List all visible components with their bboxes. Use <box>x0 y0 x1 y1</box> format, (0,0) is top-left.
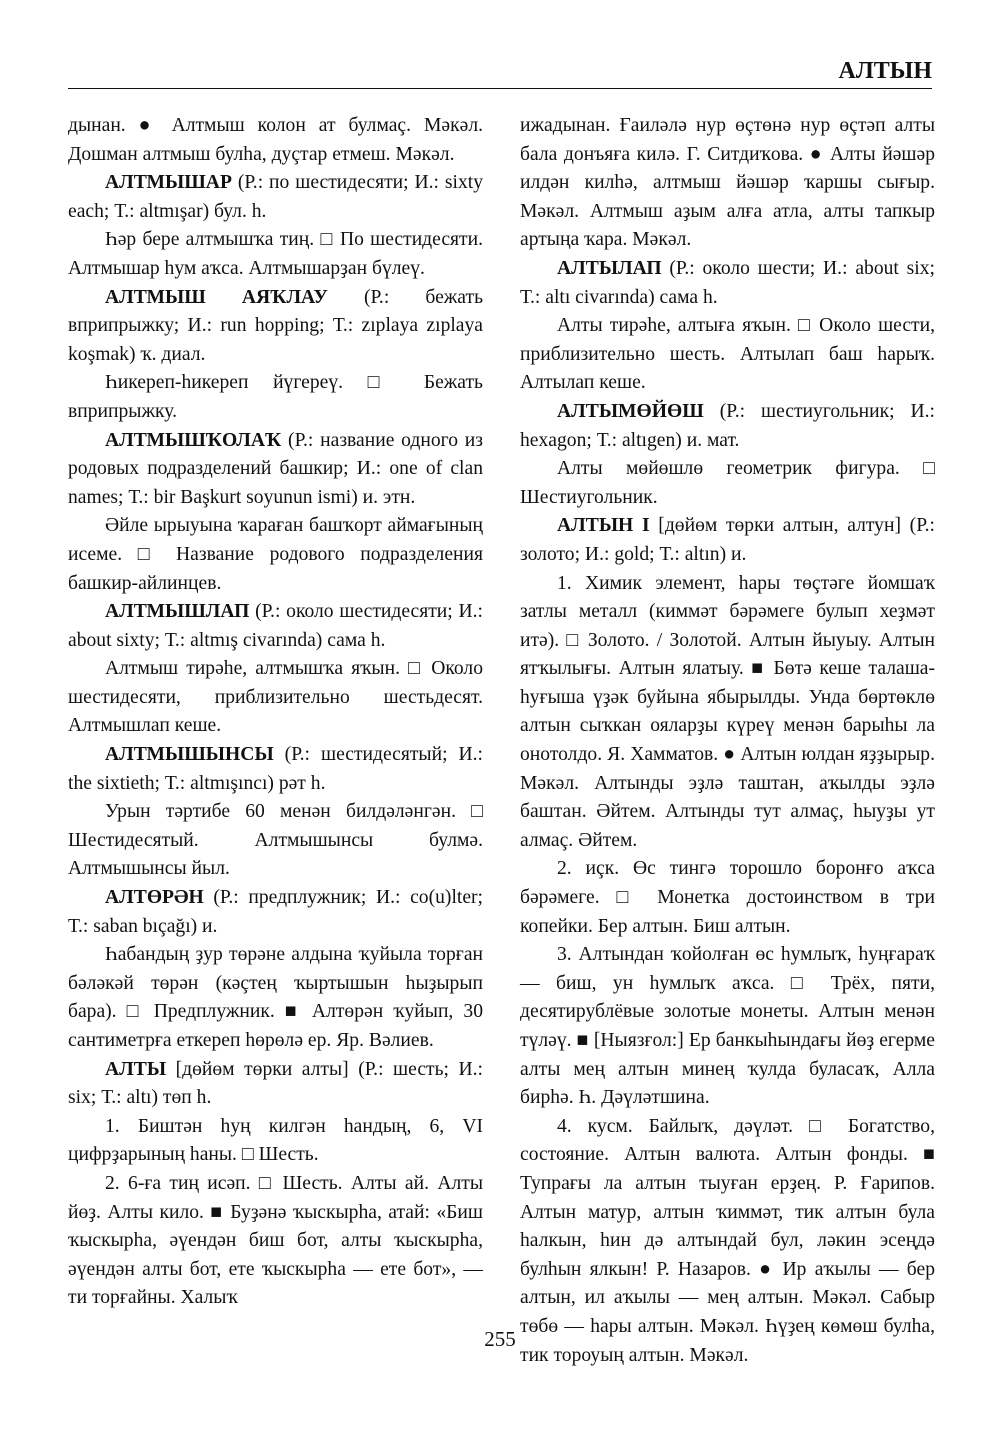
entry-headword: АЛТЫЛАП (Р.: около шести; И.: about six; Т.: altı civarında) сама һ. <box>520 257 935 308</box>
entry-headword: АЛТМЫШ АЯҠЛАУ (Р.: бежать вприпрыжку; И.: run hopping; Т.: zıplaya zıplaya koşmak) ҡ. диал. <box>68 286 483 365</box>
entry-sense: 1. Биштән һуң килгән һандың, 6, VI цифрҙарының һаны. □ Шесть. <box>68 1115 483 1166</box>
entry-sense: 2. иçк. Өс тингә торошло боронғо аҡса бәрәмеге. □ Монетка достоинством в три копейки. Бер алтын. Биш алтын. <box>520 858 935 937</box>
entry-headword: АЛТЫН I [дөйөм төрки алтын, алтун] (Р.: золото; И.: gold; Т.: altın) и. <box>520 515 935 565</box>
left-column <box>68 112 483 1313</box>
entry-text: Һабандың ҙур төрәне алдына ҡуйыла торған бәләкәй төрән (кәçтең ҡыртышын һыҙырып бара). □ Предплужник. ■ Алтөрән ҡуйып, 30 сантиметрға еткереп һөрөлә ер. Яр. Вәлиев. <box>68 944 483 1051</box>
entry-text: Алтмыш тирәһе, алтмышҡа яҡын. □ Около шестидесяти, приблизительно шестьдесят. Алтмышлап кеше. <box>68 658 483 737</box>
header-rule <box>68 88 932 89</box>
right-column <box>520 112 935 1370</box>
entry-sense: 2. 6-ға тиң исәп. □ Шесть. Алты ай. Алты йөҙ. Алты кило. ■ Буҙәнә ҡыскырһа, атай: «Биш ҡыскырһа, әүендән биш бот, алты ҡыскырһа, әүендән алты бот, ете ҡыскырһа — ете бот», — ти торғайны. Халыҡ <box>68 1172 483 1309</box>
entry-text: Әйле ырыуына ҡараған башҡорт аймағының исеме. □ Название родового подразделения башкир-айлинцев. <box>68 515 483 594</box>
entry-text: Урын тәртибе 60 менән билдәләнгән. □ Шестидесятый. Алтмышынсы булмә. Алтмышынсы йыл. <box>68 801 483 880</box>
running-head: АЛТЫН <box>838 58 932 84</box>
entry-headword: АЛТЫМӨЙӨШ (Р.: шестиугольник; И.: hexagon; Т.: altıgen) и. мат. <box>520 400 935 451</box>
entry-sense: 4. кусм. Байлыҡ, дәүләт. □ Богатство, состояние. Алтын валюта. Алтын фонды. ■ Тупрағы ла алтын тыуған ерҙең. Р. Ғарипов. Алтын матур, алтын ҡиммәт, тик алтын була һалкын, һин дә алтындай бул, ләкин эсеңдә булһын ялкын! Р. Назаров. ● Ир аҡылы — бер алтын, ил аҡылы — мең алтын. Мәкәл. Сабыр төбө — һары алтын. Мәкәл. Һүҙең көмөш булһа, тик тороуың алтын. Мәкәл. <box>520 1115 935 1366</box>
entry-headword: АЛТӨРӘН (Р.: предплужник; И.: co(u)lter; Т.: saban bıçağı) и. <box>68 887 483 937</box>
entry-text: Һәр бере алтмышҡа тиң. □ По шестидесяти. Алтмышар һум аҡса. Алтмышарҙан бүлеү. <box>68 229 483 279</box>
entry-text: Алты мөйөшлө геометрик фигура. □ Шестиугольник. <box>520 458 935 508</box>
entry-headword: АЛТМЫШЛАП (Р.: около шестидесяти; И.: about sixty; Т.: altmış civarında) сама һ. <box>68 601 483 651</box>
entry-sense: 3. Алтындан ҡойолған өс һумлыҡ, һуңғараҡ — биш, ун һумлыҡ аҡса. □ Трёх, пяти, десятирублёвые золотые монеты. Алтын менән түләү. ■ [Ныязғол:] Ер банкыһындағы йөҙ егерме алты мең алтын минең ҡулда буласаҡ, Алла бирһә. Һ. Дәүләтшина. <box>520 944 935 1109</box>
entry-text: Алты тирәһе, алтыға яҡын. □ Около шести, приблизительно шесть. Алтылап баш һарыҡ. Алтылап кеше. <box>520 315 935 394</box>
entry-text: ижадынан. Ғаиләлә нур өçтөнә нур өçтәп алты бала донъяға килә. Г. Ситдиҡова. ● Алты йәшәр илдән килһә, алтмыш йәшәр ҡаршы сығыр. Мәкәл. Алтмыш аҙым алға атла, алты тапкыр артыңа ҡара. Мәкәл. <box>520 115 935 251</box>
entry-headword: АЛТМЫШЫНСЫ (Р.: шестидесятый; И.: the sixtieth; Т.: altmışıncı) рәт һ. <box>68 744 483 794</box>
page-number: 255 <box>484 1327 516 1351</box>
entry-sense: 1. Химик элемент, һары төçтәге йомшаҡ затлы металл (киммәт бәрәмеге булып хеҙмәт итә). □ Золото. / Золотой. Алтын йыуыу. Алтын ятҡылығы. Алтын ялатыу. ■ Бөтә кеше талаша-һуғыша үҙәк буйына ябырылды. Унда бөртөклө алтын сыҡкан ояларҙы күреү менән барыһы ла онотолдо. Я. Хамматов. ● Алтын юлдан яҙҙырыр. Мәкәл. Алтынды эҙлә таштан, аҡылды эҙлә баштан. Әйтем. Алтынды тут алмаç, һыуҙы ут алмаç. Әйтем. <box>520 572 935 851</box>
entry-text: дынан. ● Алтмыш колон ат булмаç. Мәкәл. Дошман алтмыш булһа, дуçтар етмеш. Мәкәл. <box>68 115 483 165</box>
entry-headword: АЛТМЫШАР (Р.: по шестидесяти; И.: sixty each; Т.: altmışar) бул. һ. <box>68 172 483 222</box>
entry-text: Һикереп-һикереп йүгереү. □ Бежать вприпрыжку. <box>68 372 483 422</box>
entry-headword: АЛТЫ [дөйөм төрки алты] (Р.: шесть; И.: six; Т.: altı) төп һ. <box>68 1058 483 1109</box>
entry-headword: АЛТМЫШҠОЛАҠ (Р.: название одного из родовых подразделений башкир; И.: one of clan names; Т.: bir Başkurt soyunun ismi) и. этн. <box>68 429 483 508</box>
